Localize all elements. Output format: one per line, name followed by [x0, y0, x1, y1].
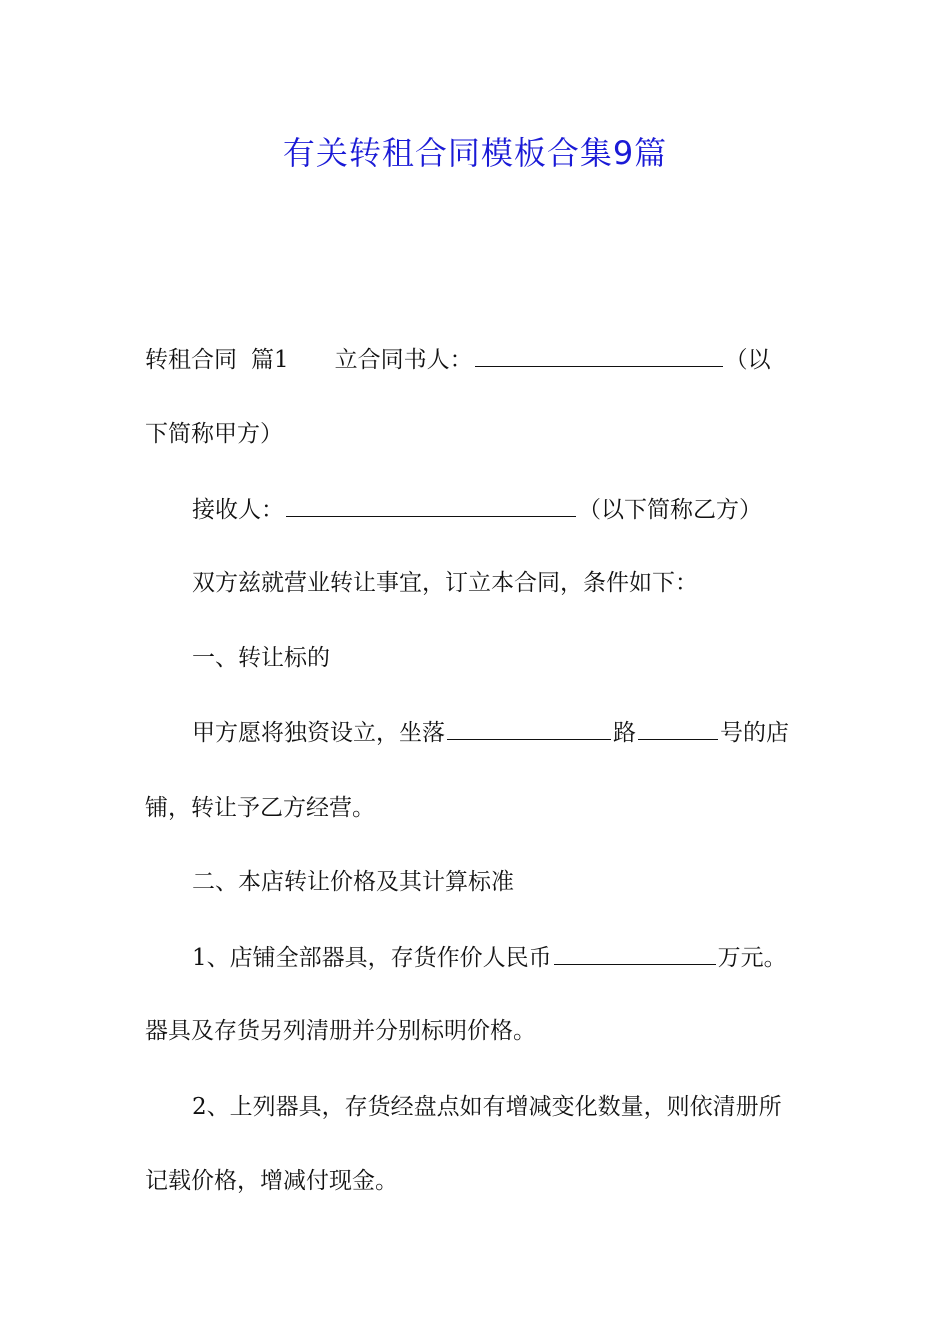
item-1-text: [192, 942, 810, 973]
party-a-label: 立合同书人：: [334, 347, 473, 373]
heading-section: 篇1: [251, 347, 289, 373]
party-a-suffix: （以: [724, 347, 771, 373]
party-b-blank: [286, 494, 576, 517]
item-1-b: 万元。: [717, 945, 787, 971]
price-blank: [554, 942, 716, 965]
section-1-continuation: 铺，转让予乙方经营。: [145, 795, 375, 821]
item-1-a: 1、店铺全部器具，存货作价人民币: [192, 945, 552, 971]
item-1-continuation: 器具及存货另列清册并分别标明价格。: [145, 1018, 536, 1044]
item-2-continuation: 记载价格，增减付现金。: [145, 1168, 398, 1194]
party-b-label: 接收人：: [192, 497, 284, 523]
intro-paragraph: 双方兹就营业转让事宜，订立本合同，条件如下：: [192, 570, 698, 596]
s1-text-a: 甲方愿将独资设立，坐落: [192, 720, 445, 746]
section-2-title: 二、本店转让价格及其计算标准: [192, 869, 514, 895]
party-a-blank: [475, 344, 723, 367]
party-b-line: [192, 494, 810, 525]
location-blank: [447, 717, 611, 740]
party-b-suffix: （以下简称乙方）: [578, 497, 762, 523]
section-1-text: [192, 717, 810, 748]
party-a-continuation: 下简称甲方）: [145, 421, 283, 447]
s1-text-c: 号的店: [720, 720, 789, 746]
s1-text-b: 路: [613, 720, 636, 746]
section-1-title: 一、转让标的: [192, 645, 330, 671]
heading-line: [145, 344, 810, 375]
document-title: 有关转租合同模板合集9篇: [282, 134, 668, 172]
item-2-text: 2、上列器具，存货经盘点如有增减变化数量，则依清册所: [192, 1094, 782, 1120]
heading-label: 转租合同: [145, 347, 237, 373]
number-blank: [638, 717, 718, 740]
